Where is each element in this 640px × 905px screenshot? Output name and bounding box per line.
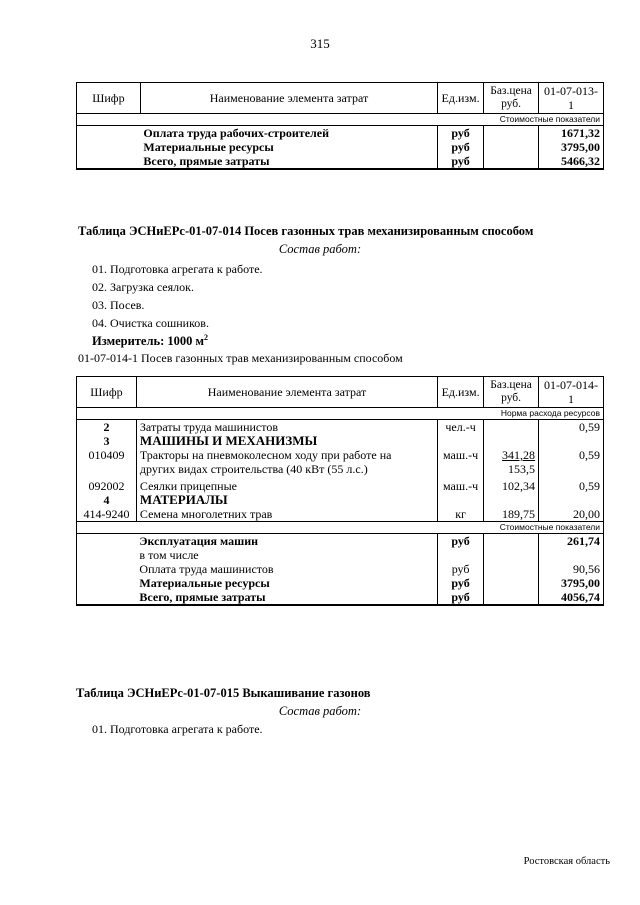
row-value: 4056,74 (539, 590, 604, 605)
table-row (77, 507, 604, 522)
table-row (77, 534, 604, 549)
row-unit: руб (438, 562, 484, 576)
resource-table-01-07-014 (76, 376, 604, 606)
row-name: Оплата труда рабочих-строителей (140, 126, 437, 141)
list-item: 01. Подготовка агрегата к работе. (92, 262, 263, 276)
row-value: 3795,00 (539, 140, 604, 154)
row-name: Сеялки прицепные (136, 476, 437, 493)
row-unit: чел.-ч (438, 420, 484, 435)
table-row (77, 548, 604, 562)
header-price: Баз.цена руб. (484, 83, 539, 114)
cost-table-01-07-013 (76, 82, 604, 170)
row-value: 3795,00 (539, 576, 604, 590)
list-item: 04. Очистка сошников. (92, 316, 209, 330)
table-row (77, 140, 604, 154)
item-line: 01-07-014-1 Посев газонных трав механизированным способом (78, 351, 403, 365)
row-price: 189,75 (484, 507, 539, 522)
subheader-norm: Норма расхода ресурсов (77, 408, 604, 420)
row-name: Всего, прямые затраты (140, 154, 437, 169)
row-code: 414-9240 (77, 507, 137, 522)
row-name: Материальные ресурсы (143, 140, 274, 154)
header-code: Шифр (77, 83, 141, 114)
header-unit: Ед.изм. (438, 83, 484, 114)
row-unit: руб (438, 140, 484, 154)
row-name: Затраты труда машинистов (136, 420, 437, 435)
list-item: 01. Подготовка агрегата к работе. (92, 722, 263, 736)
table-row (77, 126, 604, 141)
table-row (77, 448, 604, 476)
row-price: 341,28 153,5 (484, 448, 539, 476)
row-price: 102,34 (484, 476, 539, 493)
header-column-code: 01-07-014-1 (539, 377, 604, 408)
row-unit: руб (438, 590, 484, 605)
page-number: 315 (310, 36, 330, 51)
section-title: Таблица ЭСНиЕРс-01-07-015 Выкашивание газонов (76, 686, 371, 700)
row-value: 0,59 (539, 420, 604, 435)
section-title: Таблица ЭСНиЕРс-01-07-014 Посев газонных трав механизированным способом (78, 224, 534, 238)
table-row (77, 476, 604, 493)
meter-label: Измеритель: 1000 $м^2$ (92, 333, 209, 349)
group-code: 3 (77, 434, 137, 448)
row-unit: руб (438, 154, 484, 169)
row-name: Материальные ресурсы (139, 576, 270, 590)
list-item: 02. Загрузка сеялок. (92, 280, 194, 294)
subheader-row (77, 522, 604, 534)
table-row (77, 576, 604, 590)
header-name: Наименование элемента затрат (140, 83, 437, 114)
subheader-cost: Стоимостные показатели (77, 114, 604, 126)
header-column-code: 01-07-013-1 (539, 83, 604, 114)
row-name: Тракторы на пневмоколесном ходу при работе на других видах строительства (40 кВт (55 л.с.) (136, 448, 437, 476)
row-unit: маш.-ч (438, 476, 484, 493)
footer-region: Ростовская область (523, 856, 610, 867)
table-header-row (77, 83, 604, 114)
row-unit: маш.-ч (438, 448, 484, 476)
row-name: Эксплуатация машин (136, 534, 437, 549)
row-name: Оплата труда машинистов (139, 562, 274, 576)
row-value: 20,00 (539, 507, 604, 522)
composition-heading: Состав работ: (278, 242, 362, 256)
list-item: 03. Посев. (92, 298, 145, 312)
row-unit: руб (438, 126, 484, 141)
table-row (77, 420, 604, 435)
subheader-row (77, 408, 604, 420)
group-code: 4 (77, 493, 137, 507)
row-name: Семена многолетних трав (136, 507, 437, 522)
row-value: 1671,32 (539, 126, 604, 141)
header-unit: Ед.изм. (438, 377, 484, 408)
table-header-row (77, 377, 604, 408)
subheader-row (77, 114, 604, 126)
subheader-cost: Стоимостные показатели (77, 522, 604, 534)
group-row (77, 434, 604, 448)
table-row (77, 562, 604, 576)
group-name: МАШИНЫ И МЕХАНИЗМЫ (136, 434, 437, 448)
row-value: 5466,32 (539, 154, 604, 169)
composition-heading: Состав работ: (278, 704, 362, 718)
row-value: 0,59 (539, 448, 604, 476)
row-unit: руб (438, 576, 484, 590)
row-code: 2 (77, 420, 137, 435)
table-row (77, 590, 604, 605)
row-unit: кг (438, 507, 484, 522)
row-code: 010409 (77, 448, 137, 476)
group-row (77, 493, 604, 507)
row-value: 90,56 (539, 562, 604, 576)
table-row (77, 154, 604, 169)
row-name: Всего, прямые затраты (136, 590, 437, 605)
row-code: 092002 (77, 476, 137, 493)
row-value: 261,74 (539, 534, 604, 549)
header-name: Наименование элемента затрат (136, 377, 437, 408)
header-code: Шифр (77, 377, 137, 408)
row-name: в том числе (139, 548, 199, 562)
header-price: Баз.цена руб. (484, 377, 539, 408)
row-value: 0,59 (539, 476, 604, 493)
row-unit: руб (438, 534, 484, 549)
group-name: МАТЕРИАЛЫ (136, 493, 437, 507)
